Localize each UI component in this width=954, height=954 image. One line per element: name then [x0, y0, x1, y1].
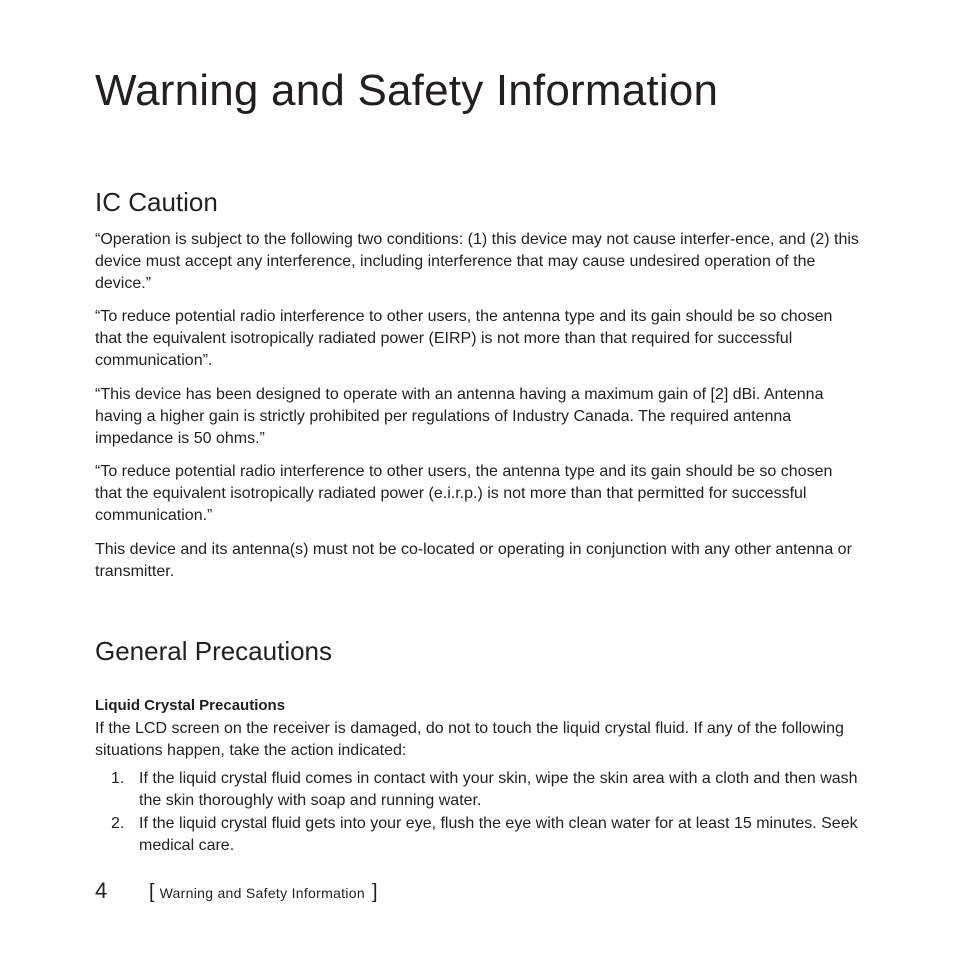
- liquid-crystal-subheading: Liquid Crystal Precautions: [95, 697, 286, 714]
- ic-caution-paragraph-4: “To reduce potential radio interference to other users, the antenna type and its gain should be so chosen that the equivalent isotropically radiated power (e.i.r.p.) is not more than that permitted for successful communication.”: [95, 463, 833, 524]
- list-item-text: If the liquid crystal fluid gets into your eye, flush the eye with clean water for at least 15 minutes. Seek medical care.: [139, 815, 858, 854]
- footer-section-label: Warning and Safety Information: [159, 885, 365, 901]
- list-item: [95, 768, 860, 812]
- precaution-list: [95, 768, 860, 858]
- page-number: 4: [95, 878, 108, 903]
- ic-caution-paragraph-5: This device and its antenna(s) must not be co-located or operating in conjunction with any other antenna or transmitter.: [95, 541, 852, 580]
- ic-caution-heading: IC Caution: [95, 187, 218, 217]
- ic-caution-paragraph-1: “Operation is subject to the following two conditions: (1) this device may not cause interfer-ence, and (2) this device must accept any interference, including interference that may cause undesired operation of the device.”: [95, 231, 859, 292]
- list-item-text: If the liquid crystal fluid comes in contact with your skin, wipe the skin area with a cloth and then wash the skin thoroughly with soap and running water.: [139, 770, 858, 809]
- footer-bracket-close: ]: [371, 881, 378, 903]
- page-footer: [95, 878, 378, 904]
- list-item: [95, 813, 860, 857]
- ic-caution-paragraph-2: “To reduce potential radio interference to other users, the antenna type and its gain should be so chosen that the equivalent isotropically radiated power (EIRP) is not more than that required for successful communication”.: [95, 308, 833, 369]
- liquid-crystal-intro: If the LCD screen on the receiver is damaged, do not to touch the liquid crystal fluid. If any of the following situations happen, take the action indicated:: [95, 720, 844, 759]
- list-item-number: 2.: [111, 815, 125, 832]
- ic-caution-paragraph-3: “This device has been designed to operate with an antenna having a maximum gain of [2] dBi. Antenna having a higher gain is strictly prohibited per regulations of Industry Canada. The required antenna impedance is 50 ohms.”: [95, 386, 824, 447]
- footer-bracket-open: [: [149, 881, 155, 903]
- general-precautions-heading: General Precautions: [95, 636, 333, 666]
- page-title: Warning and Safety Information: [95, 66, 719, 115]
- list-item-number: 1.: [111, 770, 125, 787]
